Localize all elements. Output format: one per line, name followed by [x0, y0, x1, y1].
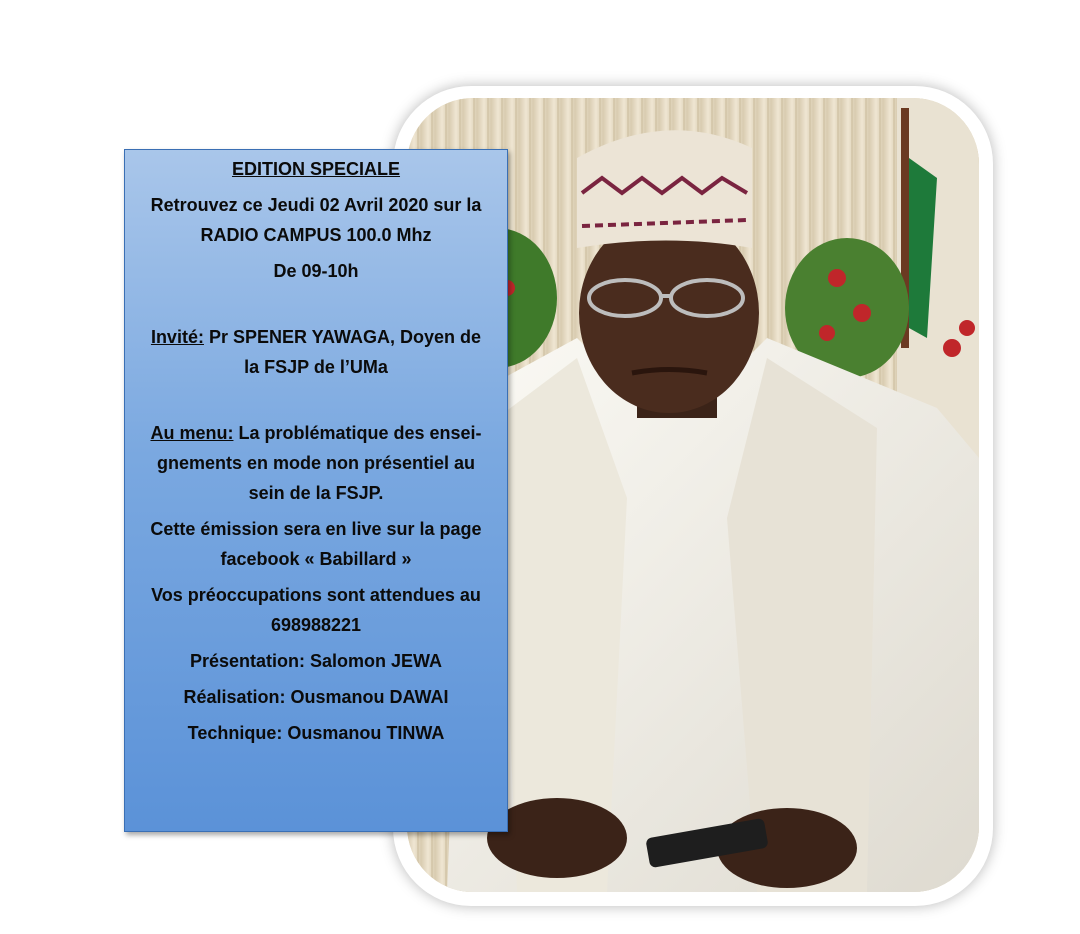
edition-heading: EDITION SPECIALE: [231, 159, 401, 179]
guest-label: Invité:: [150, 327, 204, 347]
realisation-credit: Réalisation: Ousmanou DAWAI: [183, 687, 449, 707]
radio-station-line: RADIO CAMPUS 100.0 Mhz: [200, 225, 432, 245]
live-line: Cette émission sera en live sur la page: [150, 519, 482, 539]
guest-name: Pr SPENER YAWAGA, Doyen de: [203, 327, 482, 347]
menu-line: [137, 418, 495, 448]
menu-topic-end: sein de la FSJP.: [248, 483, 384, 503]
contact-line: Vos préoccupations sont attendues au: [151, 585, 481, 605]
contact-phone: 698988221: [270, 615, 362, 635]
menu-label: Au menu:: [150, 423, 234, 443]
facebook-page-line: facebook « Babillard »: [220, 549, 412, 569]
technique-credit: Technique: Ousmanou TINWA: [187, 723, 445, 743]
event-info-card: [124, 149, 508, 832]
guest-affiliation: la FSJP de l’UMa: [244, 357, 388, 377]
broadcast-date-line: Retrouvez ce Jeudi 02 Avril 2020 sur la: [150, 195, 482, 215]
guest-line: [137, 322, 495, 352]
broadcast-time: De 09-10h: [273, 261, 359, 281]
menu-topic-start: La problématique des ensei-: [233, 423, 482, 443]
presentation-credit: Présentation: Salomon JEWA: [189, 651, 443, 671]
menu-topic-middle: gnements en mode non présentiel au: [156, 453, 476, 473]
